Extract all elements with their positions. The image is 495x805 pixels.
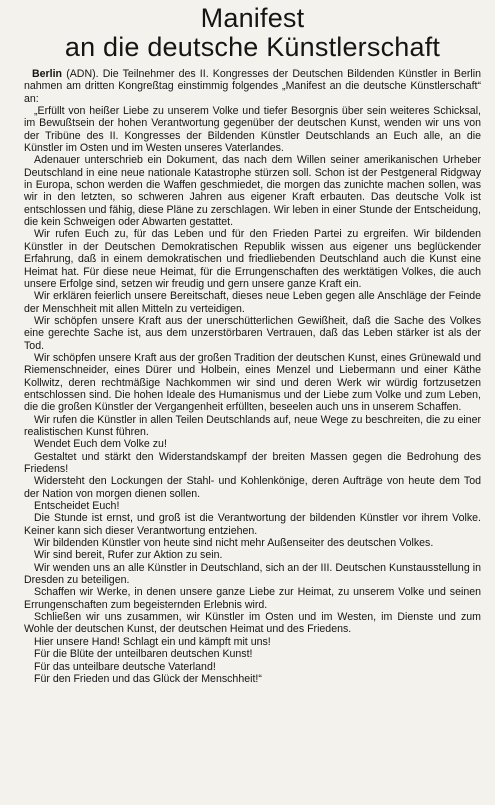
- paragraph-11: Entscheidet Euch!: [34, 500, 120, 513]
- headline-line-1: Manifest: [200, 3, 305, 33]
- paragraph-10: Widersteht den Lockungen der Stahl- und Kohlenkönige, deren Aufträge von heute dem Tod der Nation von morgen dienen sollen.: [24, 475, 481, 500]
- closing-line-4: Für den Frieden und das Glück der Menschheit!“: [34, 672, 262, 685]
- paragraph-13: Wir bildenden Künstler von heute sind nicht mehr Außenseiter des deutschen Volkes.: [34, 537, 434, 550]
- closing-line-2: Für die Blüte der unteilbaren deutschen Kunst!: [34, 648, 253, 661]
- paragraph-8: Wendet Euch dem Volke zu!: [34, 438, 167, 451]
- intro-paragraph: [24, 68, 481, 105]
- paragraph-16: Schaffen wir Werke, in denen unsere ganze Liebe zur Heimat, zu unserem Volke und seinen Errungenschaften zum begeisternden Erlebnis wird.: [24, 586, 481, 611]
- dateline: Berlin: [32, 68, 63, 80]
- paragraph-12: Die Stunde ist ernst, und groß ist die Verantwortung der bildenden Künstler vor ihrem Volke. Keiner kann sich dieser Verantwortung entziehen.: [24, 512, 481, 537]
- paragraph-5: Wir schöpfen unsere Kraft aus der unerschütterlichen Gewißheit, daß die Sache des Volkes eine gerechte Sache ist, aus dem unzerstörbaren Vertrauen, daß das Leben stärker ist als der Tod.: [24, 314, 481, 352]
- paragraph-14: Wir sind bereit, Rufer zur Aktion zu sein.: [34, 549, 223, 562]
- paragraph-15: Wir wenden uns an alle Künstler in Deutschland, sich an der III. Deutschen Kunstausstellung in Dresden zu beteiligen.: [24, 561, 481, 587]
- paragraph-9: Gestaltet und stärkt den Widerstandskampf der breiten Massen gegen die Bedrohung des Friedens!: [24, 450, 481, 475]
- paragraph-6: Wir schöpfen unsere Kraft aus der großen Tradition der deutschen Kunst, eines Grünewald und Riemenschneider, eines Dürer und Holbein, eines Menzel und Liebermann und einer Käthe Kollwitz, deren rechtmäßige Nachkommen wir sind und deren Werk wir würdig fortzusetzen entschlossen sind. Die hohen Ideale des Humanismus und der Liebe zum Volke und zum Leben, die die großen Künstler der Vergangenheit erfüllten, beseelen auch uns in unserem Schaffen.: [24, 351, 481, 414]
- headline-line-2: an die deutsche Künstlerschaft: [64, 32, 441, 62]
- paragraph-2: Adenauer unterschrieb ein Dokument, das nach dem Willen seiner amerikanischen Urheber Deutschland in eine neue nationale Katastrophe stürzen soll. Schon ist der Pestgeneral Ridgway in Europa, schon werden die Waffen geschmiedet, die morgen das zunichte machen sollen, was wir in den letzten, so schweren Jahren aus eigener Kraft erbauten. Das deutsche Volk ist entschlossen und fähig, diese Pläne zu zerschlagen. Wir leben in einer Stunde der Entscheidung, die kein Schweigen oder Abwarten gestattet.: [24, 154, 481, 229]
- paragraph-17: Schließen wir uns zusammen, wir Künstler im Osten und im Westen, im Dienste und zum Wohle der deutschen Kunst, der deutschen Heimat und des Friedens.: [24, 611, 481, 636]
- closing-line-3: Für das unteilbare deutsche Vaterland!: [34, 660, 216, 673]
- intro-text: (ADN). Die Teilnehmer des II. Kongresses der Deutschen Bildenden Künstler in Berlin nahmen am dritten Kongreßtag einstimmig folgendes „Manifest an die deutsche Künstlerschaft“ an:: [24, 68, 481, 105]
- paragraph-1: „Erfüllt von heißer Liebe zu unserem Volke und tiefer Besorgnis über sein weiteres Schicksal, im Bewußtsein der hohen Verantwortung gegenüber der deutschen Kunst, wenden wir uns von der Tribüne des II. Kongresses der Bildenden Künstler Deutschlands an Euch alle, an die Künstler im Osten und im Westen unseres Vaterlandes.: [24, 105, 481, 155]
- paragraph-4: Wir erklären feierlich unsere Bereitschaft, dieses neue Leben gegen alle Anschläge der Feinde der Menschheit mit allen Mitteln zu verteidigen.: [24, 290, 481, 315]
- article-body: [24, 68, 481, 685]
- paragraph-7: Wir rufen die Künstler in allen Teilen Deutschlands auf, neue Wege zu beschreiten, die zu einer realistischen Kunst führen.: [24, 413, 481, 438]
- closing-line-1: Hier unsere Hand! Schlagt ein und kämpft mit uns!: [34, 635, 271, 648]
- paragraph-3: Wir rufen Euch zu, für das Leben und für den Frieden Partei zu ergreifen. Wir bildenden Künstler in der Deutschen Demokratischen Republik wissen aus eigener uns beglückender Erfahrung, daß in einem demokratischen und friedliebenden Deutschland auch die Kunst eine Heimat hat. Für diese neue Heimat, für die Errungenschaften des werktätigen Volkes, die auch unsere Erfolge sind, setzen wir freudig und gern unsere ganze Kraft ein.: [24, 228, 481, 290]
- article-headline: [24, 4, 481, 62]
